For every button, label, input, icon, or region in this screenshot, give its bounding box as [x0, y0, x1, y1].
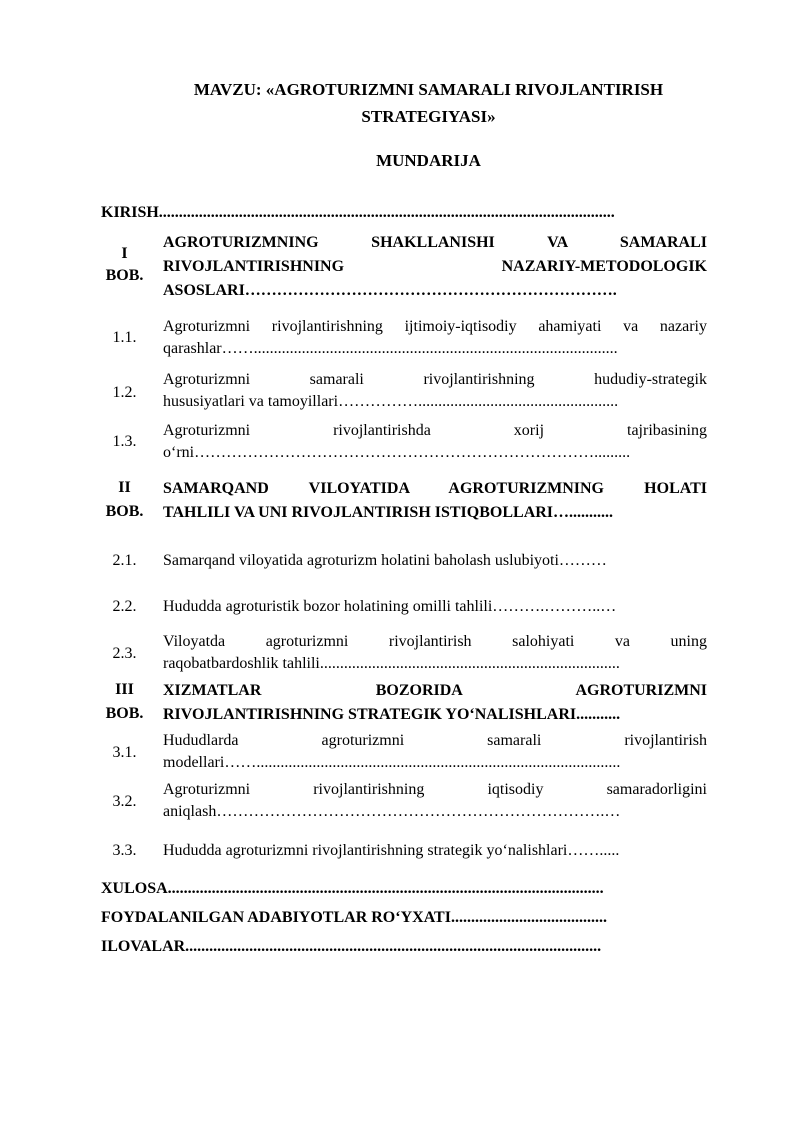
section-title: Agroturizmni rivojlantirishning iqtisodiy samaradorligini aniqlash……………………………………………………………….… [163, 781, 707, 820]
chapter-2-number: II BOB. [105, 479, 144, 520]
section-number: 3.2. [112, 793, 137, 810]
section-title: Hududlarda agroturizmni samarali rivojlantirish modellari……........................................................................................... [163, 732, 707, 771]
section-title: Hududda agroturistik bozor holatining omilli tahlili……….………..… [163, 598, 617, 615]
section-number: 1.3. [112, 433, 137, 450]
chapter-3-title: XIZMATLAR BOZORIDA AGROTURIZMNI RIVOJLANTIRISHNING STRATEGIK YO‘NALISHLARI........... [163, 682, 707, 723]
section-number: 2.3. [112, 645, 137, 662]
title-line-2: STRATEGIYASI» [361, 107, 496, 126]
toc-entry-xulosa: XULOSA............................................................................................................. [101, 880, 604, 897]
section-title: Hududda agroturizmni rivojlantirishning strategik yo‘nalishlari……..... [163, 842, 620, 859]
chapter-1-title: AGROTURIZMNING SHAKLLANISHI VA SAMARALI RIVOJLANTIRISHNING NAZARIY-METODOLOGIK ASOSLARI……………………………………………………………. [163, 234, 707, 299]
section-title: Agroturizmni rivojlantirishda xorij tajribasining o‘rni…………………………………………………………………......... [163, 422, 707, 461]
section-title: Samarqand viloyatida agroturizm holatini baholash uslubiyoti……… [163, 552, 607, 569]
chapter-1-number: I BOB. [105, 245, 144, 284]
section-number: 1.1. [112, 329, 137, 346]
chapter-2-title: SAMARQAND VILOYATIDA AGROTURIZMNING HOLATI TAHLILI VA UNI RIVOJLANTIRISH ISTIQBOLLARI…........... [163, 480, 707, 521]
document-title [140, 76, 717, 130]
toc-entry-kirish: KIRISH.................................................................................................................. [101, 204, 615, 221]
toc-entry-ilovalar: ILOVALAR........................................................................................................ [101, 938, 602, 955]
chapter-3-number: III BOB. [105, 681, 144, 722]
section-title: Agroturizmni rivojlantirishning ijtimoiy-iqtisodiy ahamiyati va nazariy qarashlar……........................................................................................... [163, 318, 707, 357]
section-number: 2.1. [112, 552, 137, 569]
section-number: 2.2. [112, 598, 137, 615]
title-line-1: MAVZU: «AGROTURIZMNI SAMARALI RIVOJLANTIRISH [193, 80, 664, 99]
section-title: Agroturizmni samarali rivojlantirishning hududiy-strategik hususiyatlari va tamoyillari…………….................................................. [163, 371, 707, 410]
section-number: 1.2. [112, 384, 137, 401]
section-title: Viloyatda agroturizmni rivojlantirish salohiyati va uning raqobatbardoshlik tahlili........................................................................... [163, 633, 707, 672]
section-number: 3.1. [112, 744, 137, 761]
toc-heading: MUNDARIJA [376, 151, 481, 170]
toc-entry-adabiyotlar: FOYDALANILGAN ADABIYOTLAR RO‘YXATI....................................... [101, 909, 607, 926]
section-number: 3.3. [112, 842, 137, 859]
